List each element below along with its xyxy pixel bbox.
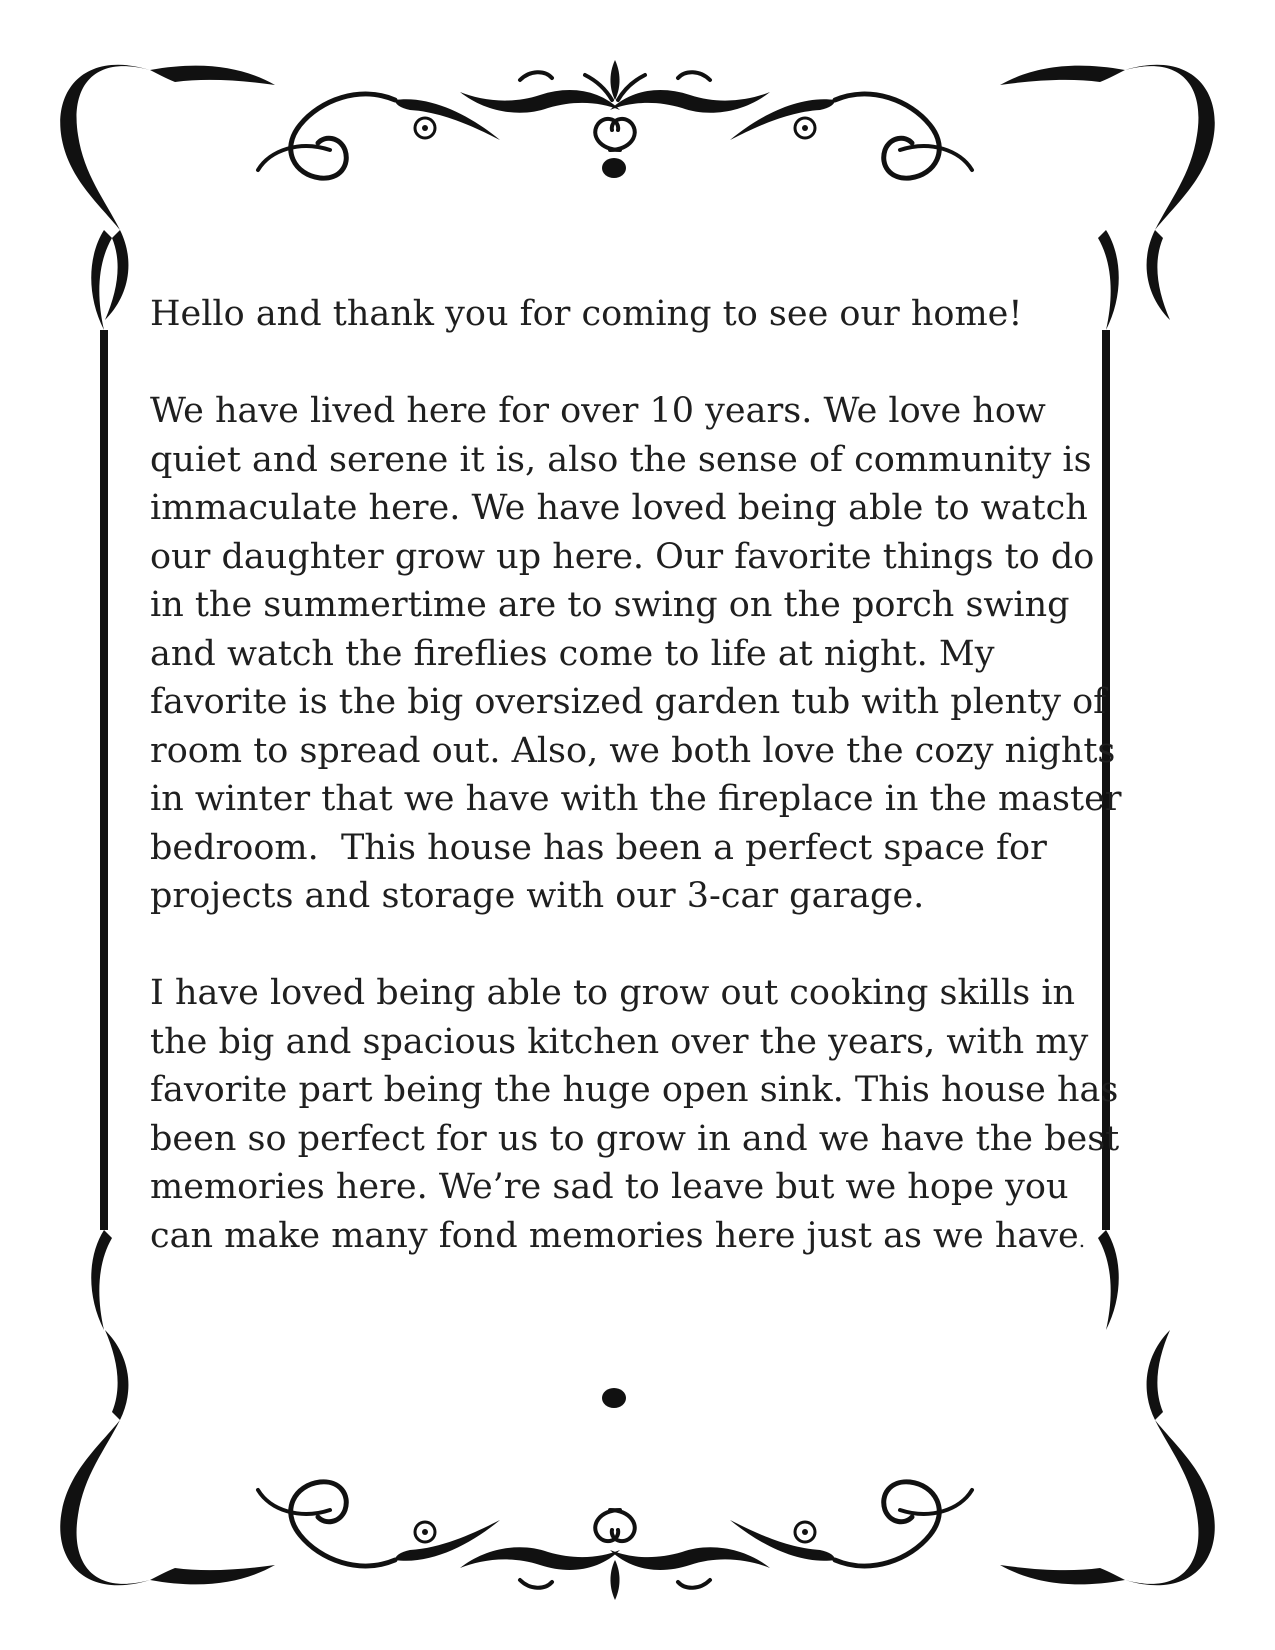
closing-period: . <box>1078 1227 1086 1252</box>
paragraph-line: bedroom. This house has been a perfect space for <box>150 827 1047 868</box>
paragraph-line: our daughter grow up here. Our favorite things to do <box>150 536 1095 577</box>
paragraph-line: and watch the fireflies come to life at night. My <box>150 633 995 674</box>
paragraph-line: been so perfect for us to grow in and we have the best <box>150 1118 1120 1159</box>
paragraph-line: the big and spacious kitchen over the years, with my <box>150 1021 1089 1062</box>
paragraph-line: room to spread out. Also, we both love the cozy nights <box>150 730 1116 771</box>
paragraph-line: We have lived here for over 10 years. We love how <box>150 391 1046 431</box>
paragraph-line: I have loved being able to grow out cooking skills in <box>150 973 1076 1013</box>
paragraph-line: memories here. We’re sad to leave but we hope you <box>150 1167 1069 1207</box>
paragraph-line: in the summertime are to swing on the porch swing <box>150 585 1070 625</box>
paragraph-kitchen-memories <box>150 969 1140 1264</box>
paragraph-home-description <box>150 387 1140 921</box>
paragraph-line: projects and storage with our 3-car garage. <box>150 876 925 916</box>
last-line-text: can make many fond memories here just as we have <box>150 1215 1079 1256</box>
greeting: Hello and thank you for coming to see our home! <box>150 294 1023 334</box>
paragraph-line: in winter that we have with the fireplace in the master <box>150 779 1122 819</box>
paragraph-line: favorite is the big oversized garden tub with plenty of <box>150 682 1107 722</box>
paragraph-line <box>150 1212 1140 1265</box>
letter-body <box>150 290 1140 1313</box>
paragraph-line: immaculate here. We have loved being able to watch <box>150 488 1088 528</box>
paragraph-line: favorite part being the huge open sink. This house has <box>150 1070 1119 1110</box>
paragraph-line: quiet and serene it is, also the sense of community is <box>150 439 1092 480</box>
